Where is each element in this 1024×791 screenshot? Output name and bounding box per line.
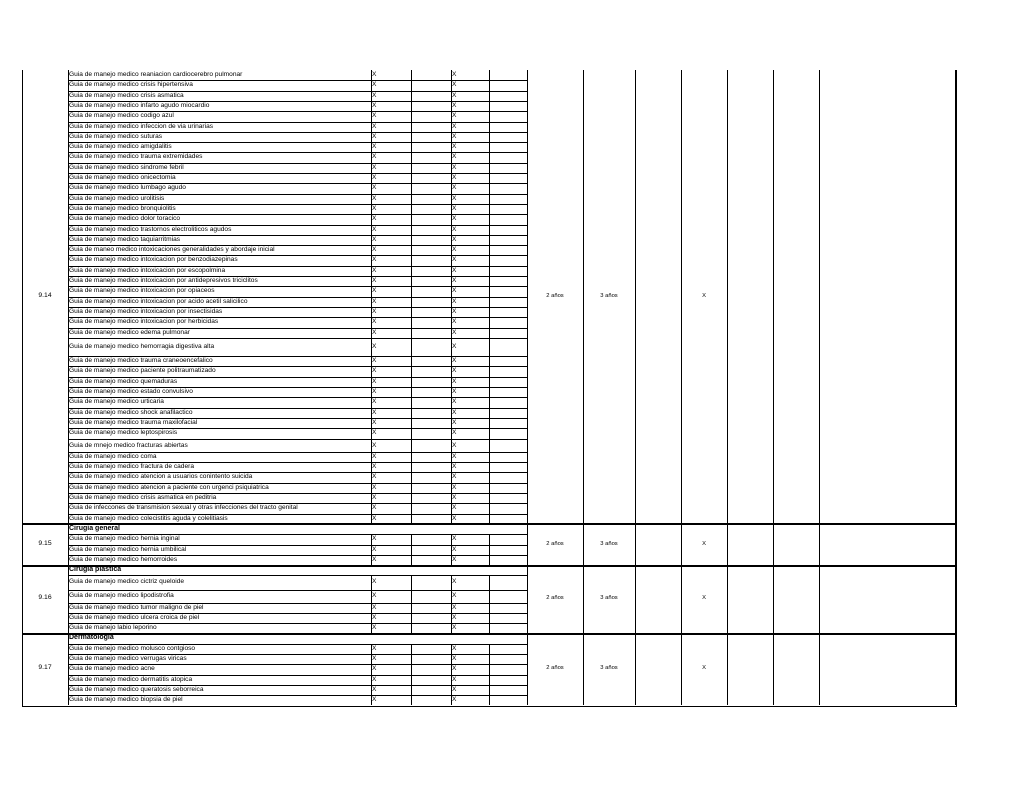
guide-name: Guia de manejo medico estado convulsivo <box>69 388 193 395</box>
guide-name: Guia de manejo labio leporino <box>69 624 157 632</box>
table-row <box>68 654 527 664</box>
mark-cell: X <box>372 504 377 512</box>
table-row <box>68 590 527 602</box>
column-divider <box>773 633 774 705</box>
mark-cell: X <box>372 163 377 171</box>
guide-name: Guia de manejo medico dermatitis atopica <box>69 675 193 683</box>
table-row <box>68 266 527 276</box>
mark-cell: X <box>452 613 457 621</box>
guide-name: Guia de manejo medico quemaduras <box>69 377 178 385</box>
mark-cell: X <box>452 357 457 365</box>
mark-cell: X <box>452 71 457 78</box>
mark-cell: X <box>372 408 377 416</box>
mark-cell: X <box>372 184 377 192</box>
guide-name: Guia de infeccones de transmision sexual y otras infecciones del tracto genital <box>69 504 298 512</box>
table-row <box>68 644 527 654</box>
mark-cell: X <box>372 644 377 652</box>
mark-cell: X <box>452 153 457 161</box>
mark-cell: X <box>452 122 457 130</box>
guide-name: Guia de manejo medico intoxicacion por opiaceos <box>69 287 215 295</box>
column-divider <box>489 644 490 706</box>
table-row <box>68 297 527 307</box>
guide-name: Guia de manejo medico urticaria <box>69 398 164 406</box>
guide-name: Guia de manejo medico dolor toracico <box>69 215 181 223</box>
table-row <box>68 514 527 524</box>
table-row <box>68 428 527 438</box>
column-divider <box>635 633 636 705</box>
mark-cell: X <box>452 112 457 120</box>
mark-cell: X <box>452 328 457 336</box>
column-divider <box>68 565 69 633</box>
column-divider <box>451 644 452 706</box>
mark-cell: X <box>372 452 377 460</box>
retention-years-a: 2 años <box>546 540 564 547</box>
column-divider <box>527 565 528 633</box>
column-divider <box>68 70 69 524</box>
section-title: Dermatologia <box>69 634 114 642</box>
mark-cell: X <box>452 429 457 437</box>
guide-name: Guia de maneo medico intoxicaciones generalidades y abordaje inicial <box>69 246 275 254</box>
column-divider <box>955 633 956 705</box>
mark-cell: X <box>372 545 377 553</box>
guide-name: Guia de manejo medico intoxicacion por insectisidas <box>69 307 223 315</box>
mark-cell: X <box>372 122 377 130</box>
section-number: 9.16 <box>38 594 52 602</box>
mark-cell: X <box>372 685 377 693</box>
mark-cell: X <box>372 101 377 109</box>
table-row <box>68 152 527 162</box>
column-divider <box>371 70 372 524</box>
mark-cell: X <box>372 603 377 611</box>
guide-name: Guia de manejo medico coma <box>69 452 157 460</box>
column-divider <box>411 575 412 633</box>
column-divider <box>819 633 820 705</box>
mark-cell: X <box>372 215 377 223</box>
guide-name: Guia de manejo medico sindrome febril <box>69 163 184 171</box>
section-number: 9.14 <box>38 291 52 299</box>
section-header-row <box>68 524 527 534</box>
table-row <box>68 545 527 555</box>
table-row <box>68 163 527 173</box>
column-divider <box>773 565 774 633</box>
table-row <box>68 356 527 366</box>
table-row <box>68 91 527 101</box>
table-row <box>68 255 527 265</box>
disposition-mark: X <box>702 540 706 547</box>
mark-cell: X <box>372 277 377 284</box>
column-divider <box>635 524 636 565</box>
retention-years-b: 3 años <box>600 292 618 299</box>
column-divider <box>371 534 372 565</box>
table-row <box>68 408 527 418</box>
section-number: 9.17 <box>38 664 52 672</box>
section-title: Cirugia plastica <box>69 566 122 574</box>
mark-cell: X <box>372 91 377 99</box>
mark-cell: X <box>372 235 377 243</box>
mark-cell: X <box>452 504 457 512</box>
mark-cell: X <box>372 318 377 326</box>
mark-cell: X <box>372 328 377 336</box>
column-divider <box>489 70 490 524</box>
mark-cell: X <box>452 452 457 460</box>
column-divider <box>451 534 452 565</box>
section-header-row <box>68 633 527 643</box>
table-row <box>68 685 527 695</box>
guide-name: Guia de manejo medico trauma extremidades <box>69 153 203 161</box>
mark-cell: X <box>372 578 377 586</box>
table-row <box>68 204 527 214</box>
guide-name: Guia de manejo medico urolitisis <box>69 194 165 202</box>
mark-cell: X <box>452 514 457 522</box>
guide-name: Guia de manejo medico intoxicacion por acido acetil salicilico <box>69 297 248 305</box>
table-row <box>68 80 527 90</box>
mark-cell: X <box>452 494 457 501</box>
mark-cell: X <box>452 644 457 652</box>
table-row <box>68 452 527 462</box>
guide-name: Guia de manejo medico hemorroides <box>69 555 178 563</box>
retention-years-b: 3 años <box>600 540 618 547</box>
mark-cell: X <box>452 266 457 274</box>
section-number: 9.15 <box>38 539 52 547</box>
guide-name: Guia de manejo medico intoxicacion por herbicidas <box>69 318 219 326</box>
column-divider <box>955 565 956 633</box>
table-row <box>68 555 527 565</box>
mark-cell: X <box>452 408 457 416</box>
mark-cell: X <box>452 194 457 202</box>
mark-cell: X <box>452 483 457 491</box>
column-divider <box>411 534 412 565</box>
table-row <box>68 173 527 183</box>
table-row <box>68 493 527 503</box>
table-row <box>68 483 527 493</box>
guide-name: Guia de manejo medico ulcera croica de piel <box>69 613 200 621</box>
guide-name: Guia de manejo medico paciente politraumatizado <box>69 367 216 375</box>
mark-cell: X <box>452 81 457 89</box>
table-row <box>68 70 527 80</box>
guide-name: Guia de manejo medico lipodistrofia <box>69 592 174 600</box>
mark-cell: X <box>452 277 457 284</box>
mark-cell: X <box>372 204 377 212</box>
guide-name: Guia de manejo medico infeccion de via urinarias <box>69 122 214 130</box>
mark-cell: X <box>452 318 457 326</box>
mark-cell: X <box>452 441 457 449</box>
guide-name: Guia de manejo medico crisis hipertensiva <box>69 81 193 89</box>
table-row <box>68 613 527 623</box>
mark-cell: X <box>372 194 377 202</box>
mark-cell: X <box>372 473 377 481</box>
column-divider <box>819 70 820 524</box>
mark-cell: X <box>452 256 457 264</box>
mark-cell: X <box>372 696 377 704</box>
mark-cell: X <box>372 307 377 315</box>
mark-cell: X <box>372 297 377 305</box>
guide-name: Guia de manejo medico trastornos electroliticos agudos <box>69 225 232 233</box>
table-row <box>68 317 527 327</box>
guide-name: Guia de manejo medico hernia umbilical <box>69 545 187 553</box>
mark-cell: X <box>372 377 377 385</box>
table-row <box>68 111 527 121</box>
guide-name: Guia de manejo medico infarto agudo miocardio <box>69 101 210 109</box>
mark-cell: X <box>452 388 457 395</box>
mark-cell: X <box>452 307 457 315</box>
column-divider <box>371 644 372 706</box>
mark-cell: X <box>372 555 377 563</box>
guide-name: Guia de manejo medico cictriz queloide <box>69 578 185 586</box>
retention-years-a: 2 años <box>546 292 564 299</box>
table-row <box>68 534 527 544</box>
mark-cell: X <box>452 555 457 563</box>
table-row <box>68 503 527 513</box>
table-row <box>68 286 527 296</box>
column-divider <box>527 524 528 565</box>
column-divider <box>371 575 372 633</box>
table-row <box>68 377 527 387</box>
guide-name: Guia de manejo medico queratosis seborreica <box>69 685 204 693</box>
table-row <box>68 575 527 590</box>
mark-cell: X <box>452 342 457 350</box>
table-row <box>68 101 527 111</box>
retention-years-a: 2 años <box>546 595 564 602</box>
column-divider <box>773 70 774 524</box>
mark-cell: X <box>452 235 457 243</box>
guide-name: Guia de manejo medico intoxicacion por benzodiazepinas <box>69 256 238 264</box>
mark-cell: X <box>452 225 457 233</box>
mark-cell: X <box>372 112 377 120</box>
guide-name: Guia de manejo medico crisis asmatica <box>69 91 184 99</box>
column-divider <box>489 575 490 633</box>
guide-name: Guia de manejo medico biopsia de piel <box>69 696 183 704</box>
mark-cell: X <box>372 246 377 254</box>
mark-cell: X <box>372 143 377 151</box>
section-title: Cirugia general <box>69 524 120 532</box>
column-divider <box>411 70 412 524</box>
mark-cell: X <box>372 613 377 621</box>
column-divider <box>819 524 820 565</box>
mark-cell: X <box>452 578 457 586</box>
mark-cell: X <box>372 342 377 350</box>
mark-cell: X <box>372 71 377 78</box>
mark-cell: X <box>452 143 457 151</box>
mark-cell: X <box>372 665 377 673</box>
mark-cell: X <box>372 287 377 295</box>
disposition-mark: X <box>702 665 706 672</box>
table-row <box>68 472 527 482</box>
mark-cell: X <box>452 287 457 295</box>
retention-years-b: 3 años <box>600 665 618 672</box>
mark-cell: X <box>372 153 377 161</box>
guide-name: Guia de manejo medico lumbago agudo <box>69 184 186 192</box>
mark-cell: X <box>372 655 377 662</box>
guide-name: Guia de manejo medico shock anafilactico <box>69 408 193 416</box>
table-row <box>68 214 527 224</box>
column-divider <box>527 70 528 524</box>
table-row <box>68 245 527 255</box>
column-divider <box>955 524 956 565</box>
guide-name: Guia de manejo medico colecistitis aguda y colelitiasis <box>69 514 228 522</box>
document-table <box>22 70 957 708</box>
table-row <box>68 675 527 685</box>
table-row <box>68 397 527 407</box>
mark-cell: X <box>372 418 377 426</box>
mark-cell: X <box>372 483 377 491</box>
mark-cell: X <box>372 429 377 437</box>
mark-cell: X <box>452 685 457 693</box>
table-row <box>68 603 527 613</box>
guide-name: Guia de manejo medico suturas <box>69 132 163 140</box>
mark-cell: X <box>452 246 457 254</box>
mark-cell: X <box>452 377 457 385</box>
mark-cell: X <box>372 225 377 233</box>
column-divider <box>489 534 490 565</box>
column-divider <box>451 575 452 633</box>
table-row <box>68 623 527 633</box>
table-row <box>68 122 527 132</box>
mark-cell: X <box>372 535 377 543</box>
mark-cell: X <box>452 91 457 99</box>
table-row <box>68 307 527 317</box>
table-row <box>68 194 527 204</box>
mark-cell: X <box>452 418 457 426</box>
mark-cell: X <box>452 297 457 305</box>
mark-cell: X <box>372 388 377 395</box>
mark-cell: X <box>452 204 457 212</box>
column-divider <box>635 70 636 524</box>
guide-name: Guia de manejo medico onicectomia <box>69 174 176 181</box>
guide-name: Guia de menejo medico molusco contgioso <box>69 644 196 652</box>
mark-cell: X <box>452 398 457 406</box>
guide-name: Guia de manejo medico intoxicacion por escopolmina <box>69 266 226 274</box>
mark-cell: X <box>452 132 457 140</box>
disposition-mark: X <box>702 292 706 299</box>
table-row <box>68 418 527 428</box>
mark-cell: X <box>452 655 457 662</box>
mark-cell: X <box>452 545 457 553</box>
column-divider <box>955 70 956 524</box>
guide-name: Guia de manejo medico verrugas viricas <box>69 655 187 662</box>
guide-name: Guia de manejo medico taquiarritmias <box>69 235 181 243</box>
column-divider <box>68 524 69 565</box>
table-row <box>68 387 527 397</box>
guide-name: Guia de manejo medico atencion a usuarios conintento suicida <box>69 473 253 481</box>
mark-cell: X <box>372 174 377 181</box>
table-row <box>68 439 527 452</box>
column-divider <box>411 644 412 706</box>
mark-cell: X <box>372 624 377 632</box>
mark-cell: X <box>452 624 457 632</box>
guide-name: Guia de manejo medico atencion a paciente con urgenci psiquiatrica <box>69 483 269 491</box>
table-row <box>68 183 527 193</box>
mark-cell: X <box>372 592 377 600</box>
mark-cell: X <box>372 367 377 375</box>
guide-name: Guia de manejo medico intoxicacion por antidepresivos triciclitos <box>69 277 258 284</box>
mark-cell: X <box>372 494 377 501</box>
mark-cell: X <box>452 592 457 600</box>
mark-cell: X <box>452 367 457 375</box>
mark-cell: X <box>452 215 457 223</box>
guide-name: Guia de manejo medico codigo azul <box>69 112 174 120</box>
column-divider <box>451 70 452 524</box>
table-row <box>68 276 527 286</box>
mark-cell: X <box>372 357 377 365</box>
table-row <box>68 664 527 674</box>
column-divider <box>527 633 528 705</box>
mark-cell: X <box>452 463 457 471</box>
guide-name: Guia de manejo medico trauma craneoencefalico <box>69 357 213 365</box>
table-row <box>68 328 527 338</box>
guide-name: Guia de manejo medico bronquiolitis <box>69 204 176 212</box>
guide-name: Guia de manejo medico hernia inginal <box>69 535 180 543</box>
column-divider <box>773 524 774 565</box>
guide-name: Guia de manejo medico fractura de cadera <box>69 463 194 471</box>
guide-name: Guia de manejo medico leptospirosis <box>69 429 178 437</box>
column-divider <box>68 633 69 705</box>
column-divider <box>819 565 820 633</box>
mark-cell: X <box>372 132 377 140</box>
mark-cell: X <box>452 603 457 611</box>
mark-cell: X <box>372 514 377 522</box>
mark-cell: X <box>452 174 457 181</box>
guide-name: Guia de manejo medico hemorragia digestiva alta <box>69 342 215 350</box>
guide-name: Guia de manejo medico edema pulmonar <box>69 328 190 336</box>
table-row <box>68 695 527 705</box>
table-row <box>68 366 527 376</box>
guide-name: Guia de manejo medico tumor maligno de piel <box>69 603 204 611</box>
retention-years-b: 3 años <box>600 595 618 602</box>
mark-cell: X <box>452 101 457 109</box>
mark-cell: X <box>372 441 377 449</box>
mark-cell: X <box>372 266 377 274</box>
column-divider <box>635 565 636 633</box>
mark-cell: X <box>452 535 457 543</box>
table-row <box>68 462 527 472</box>
guide-name: Guia de manejo medico reaniacion cardiocerebro pulmonar <box>69 71 243 78</box>
mark-cell: X <box>452 473 457 481</box>
guide-name: Guia de manejo medico crisis asmatica en peditria <box>69 494 217 501</box>
mark-cell: X <box>452 675 457 683</box>
table-row <box>68 142 527 152</box>
guide-name: Guia de manejo medico acne <box>69 665 155 673</box>
guide-name: Guia de manejo medico trauma maxilofacial <box>69 418 198 426</box>
mark-cell: X <box>372 256 377 264</box>
mark-cell: X <box>452 665 457 673</box>
guide-name: Guia de manejo medico amigdalitis <box>69 143 172 151</box>
disposition-mark: X <box>702 595 706 602</box>
mark-cell: X <box>452 696 457 704</box>
mark-cell: X <box>452 163 457 171</box>
mark-cell: X <box>372 675 377 683</box>
mark-cell: X <box>372 398 377 406</box>
section-header-row <box>68 565 527 575</box>
table-row <box>68 132 527 142</box>
table-row <box>68 235 527 245</box>
retention-years-a: 2 años <box>546 665 564 672</box>
guide-name: Guia de mnejo medico fracturas abiertas <box>69 441 188 449</box>
mark-cell: X <box>372 463 377 471</box>
mark-cell: X <box>452 184 457 192</box>
mark-cell: X <box>372 81 377 89</box>
table-row <box>68 338 527 356</box>
table-row <box>68 225 527 235</box>
